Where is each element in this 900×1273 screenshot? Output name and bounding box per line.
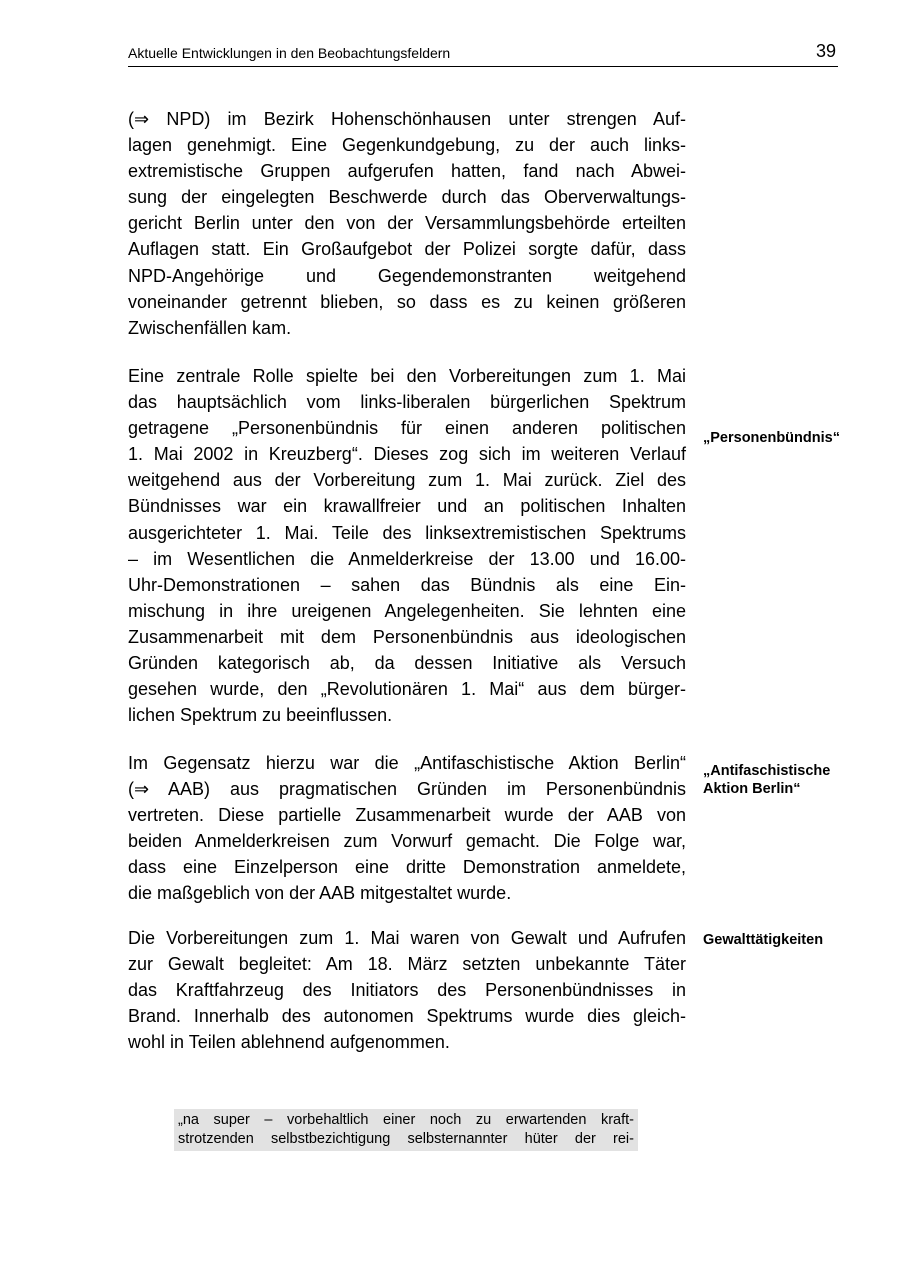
text-line: (⇒ AAB) aus pragmatischen Gründen im Personenbündnis	[128, 779, 686, 800]
text-line: Uhr-Demonstrationen – sahen das Bündnis als eine Ein-	[128, 574, 686, 595]
text-line: vertreten. Diese partielle Zusammenarbeit wurde der AAB von	[128, 805, 686, 826]
margin-note-gewalt	[703, 931, 883, 949]
text-line: beiden Anmelderkreisen zum Vorwurf gemacht. Die Folge war,	[128, 831, 686, 852]
text-line: die maßgeblich von der AAB mitgestaltet wurde.	[128, 883, 512, 904]
text-line: wohl in Teilen ablehnend aufgenommen.	[128, 1032, 450, 1053]
margin-note-line: Aktion Berlin“	[703, 781, 801, 797]
text-line: Eine zentrale Rolle spielte bei den Vorbereitungen zum 1. Mai	[128, 366, 686, 386]
text-line: Zwischenfällen kam.	[128, 317, 292, 338]
text-line: ausgerichteter 1. Mai. Teile des linksextremistischen Spektrums	[128, 522, 686, 543]
text-line: dass eine Einzelperson eine dritte Demonstration anmeldete,	[128, 857, 686, 878]
text-line: – im Wesentlichen die Anmelderkreise der 13.00 und 16.00-	[128, 548, 686, 569]
text-line: Brand. Innerhalb des autonomen Spektrums wurde dies gleich-	[128, 1006, 686, 1027]
paragraph-personenbuendnis	[128, 363, 686, 728]
text-line: Im Gegensatz hierzu war die „Antifaschistische Aktion Berlin“	[128, 753, 686, 773]
text-line: mischung in ihre ureigenen Angelegenheiten. Sie lehnten eine	[128, 600, 686, 621]
margin-note-line: „Antifaschistische	[703, 763, 831, 779]
margin-note-aab	[703, 762, 883, 798]
text-line: NPD-Angehörige und Gegendemonstranten weitgehend	[128, 265, 686, 286]
margin-note-personenbuendnis	[703, 429, 883, 447]
text-line: voneinander getrennt blieben, so dass es zu keinen größeren	[128, 291, 686, 312]
text-line: Die Vorbereitungen zum 1. Mai waren von Gewalt und Aufrufen	[128, 928, 686, 948]
page-number: 39	[815, 41, 836, 61]
quote-line: strotzenden selbstbezichtigung selbsternannter hüter der rei-	[178, 1131, 634, 1147]
text-line: getragene „Personenbündnis für einen anderen politischen	[128, 418, 686, 439]
text-line: Zusammenarbeit mit dem Personenbündnis aus ideologischen	[128, 626, 686, 647]
text-line: Bündnisses war ein krawallfreier und an politischen Inhalten	[128, 496, 686, 517]
paragraph-npd	[128, 106, 686, 341]
text-line: das hauptsächlich vom links-liberalen bürgerlichen Spektrum	[128, 392, 686, 413]
text-line: sung der eingelegten Beschwerde durch das Oberverwaltungs-	[128, 187, 686, 208]
quote-line: „na super – vorbehaltlich einer noch zu erwartenden kraft-	[178, 1112, 634, 1128]
text-line: weitgehend aus der Vorbereitung zum 1. Mai zurück. Ziel des	[128, 470, 686, 491]
text-line: lichen Spektrum zu beeinflussen.	[128, 705, 393, 726]
text-line: gericht Berlin unter den von der Versammlungsbehörde erteilten	[128, 213, 686, 234]
paragraph-aab	[128, 750, 686, 907]
text-line: 1. Mai 2002 in Kreuzberg“. Dieses zog sich im weiteren Verlauf	[128, 444, 686, 465]
quote-box	[174, 1109, 638, 1151]
text-line: (⇒ NPD) im Bezirk Hohenschönhausen unter strengen Auf-	[128, 109, 686, 129]
running-header	[128, 36, 838, 67]
text-line: extremistische Gruppen aufgerufen hatten, fand nach Abwei-	[128, 161, 686, 182]
header-title: Aktuelle Entwicklungen in den Beobachtungsfeldern	[128, 45, 451, 61]
text-line: das Kraftfahrzeug des Initiators des Personenbündnisses in	[128, 980, 686, 1001]
paragraph-gewalt	[128, 925, 686, 1055]
text-line: Gründen kategorisch ab, da dessen Initiative als Versuch	[128, 653, 686, 674]
text-line: zur Gewalt begleitet: Am 18. März setzten unbekannte Täter	[128, 954, 686, 975]
margin-note-line: „Personenbündnis“	[703, 430, 840, 446]
text-line: gesehen wurde, den „Revolutionären 1. Mai“ aus dem bürger-	[128, 679, 686, 700]
text-line: lagen genehmigt. Eine Gegenkundgebung, zu der auch links-	[128, 135, 686, 156]
margin-note-line: Gewalttätigkeiten	[703, 932, 824, 948]
text-line: Auflagen statt. Ein Großaufgebot der Polizei sorgte dafür, dass	[128, 239, 686, 260]
